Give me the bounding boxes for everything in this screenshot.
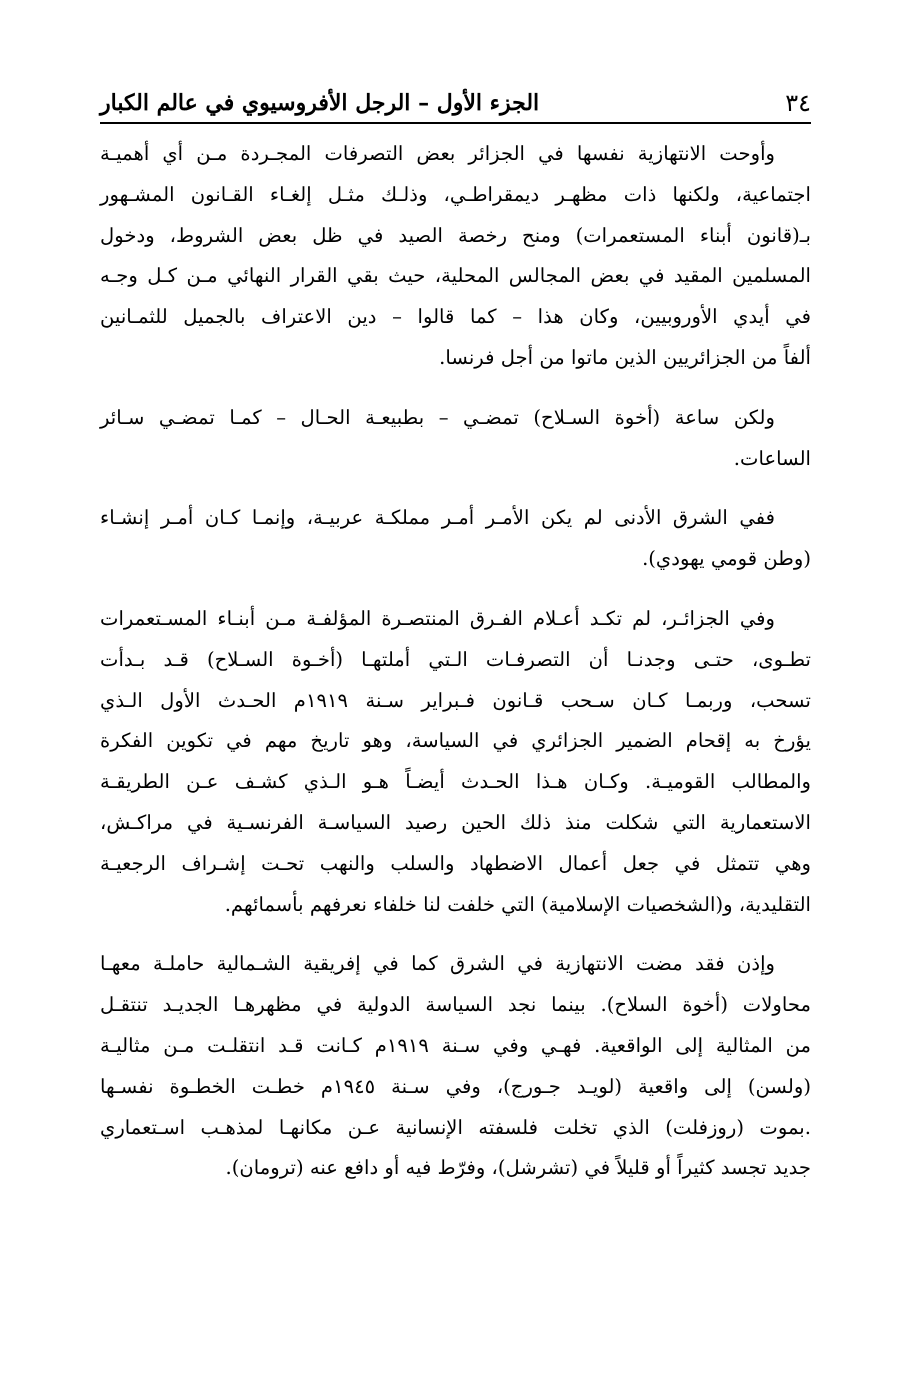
text-line: اجتماعية، ولكنها ذات مظهـر ديمقراطـي، وذلـك مثـل إلغـاء القـانون المشـهور [100, 182, 811, 206]
text-line: وإذن فقد مضت الانتهازية في الشرق كما في إفريقية الشـمالية حاملـة معهـا [100, 952, 775, 976]
text-line: من المثالية إلى الواقعية. فهـي وفي سـنة ١٩١٩م كـانت قـد انتقلـت مـن مثاليـة [100, 1033, 811, 1057]
text-line: ألفاً من الجزائريين الذين ماتوا من أجل فرنسا. [439, 345, 811, 369]
paragraph [100, 498, 811, 580]
page-number: ٣٤ [785, 89, 811, 117]
text-line: الاستعمارية التي شكلت منذ ذلك الحين رصيد السياسـة الفرنسـية في مراكـش، [100, 810, 811, 834]
text-line: وأوحت الانتهازية نفسها في الجزائر بعض التصرفات المجـردة مـن أي أهميـة [100, 142, 775, 165]
text-line: المسلمين المقيد في بعض المجالس المحلية، حيث بقي القرار النهائي مـن كـل وجـه [100, 264, 811, 288]
text-line: .بموت (روزفلت) الذي تخلت فلسفته الإنسانية عـن مكانهـا لمذهـب اسـتعماري [100, 1115, 811, 1139]
text-line: يؤرخ به إقحام الضمير الجزائري في السياسة، وهو تاريخ مهم في تكوين الفكرة [100, 729, 811, 753]
text-line: والمطالب القوميـة. وكـان هـذا الحـدث أيضـاً هـو الـذي كشـف عـن الطريقـة [100, 770, 811, 794]
running-header [100, 78, 811, 124]
text-line: تسحب، وربمـا كـان سـحب قـانون فـبراير سـنة ١٩١٩م الحـدث الأول الـذي [100, 688, 811, 712]
paragraph [100, 134, 811, 379]
text-line: (وطن قومي يهودي). [642, 547, 811, 571]
paragraph [100, 944, 811, 1189]
paragraph [100, 599, 811, 925]
text-line: وفي الجزائـر، لم تكـد أعـلام الفـرق المنتصـرة المؤلفـة مـن أبنـاء المسـتعمرات [100, 606, 775, 630]
text-line: بـ(قانون أبناء المستعمرات) ومنح رخصة الصيد في ظل بعض الشروط، ودخول [100, 223, 811, 247]
text-line: جديد تجسد كثيراً أو قليلاً في (تشرشل)، وفرّط فيه أو دافع عنه (ترومان). [225, 1156, 811, 1180]
chapter-title: الجزء الأول – الرجل الأفروسيوي في عالم الكبار [100, 90, 540, 116]
paragraph [100, 398, 811, 480]
body-text [100, 134, 811, 1208]
text-line: الساعات. [733, 446, 811, 470]
text-line: محاولات (أخوة السلاح). بينما نجد السياسة الدولية في مظهرهـا الجديـد تنتقـل [100, 993, 811, 1017]
text-line: في أيدي الأوروبيين، وكان هذا – كما قالوا – دين الاعتراف بالجميل للثمـانين [100, 305, 811, 329]
text-line: التقليدية، و(الشخصيات الإسلامية) التي خلفت لنا خلفاء نعرفهم بأسمائهم. [224, 892, 811, 916]
text-line: وهي تتمثل في جعل أعمال الاضطهاد والسلب والنهب تحـت إشـراف الرجعيـة [100, 851, 811, 875]
text-line: (ولسن) إلى واقعية (لويـد جـورج)، وفي سـنة ١٩٤٥م خطـت الخطـوة نفسـها [100, 1074, 811, 1098]
text-line: تطـوى، حتـى وجدنـا أن التصرفـات الـتي أملتهـا (أخـوة السـلاح) قـد بـدأت [100, 647, 811, 671]
text-line: ولكن ساعة (أخوة السـلاح) تمضـي – بطبيعـة الحـال – كمـا تمضـي سـائر [100, 405, 775, 429]
text-line: ففي الشرق الأدنى لم يكن الأمـر أمـر مملكـة عربيـة، وإنمـا كـان أمـر إنشـاء [100, 506, 775, 530]
